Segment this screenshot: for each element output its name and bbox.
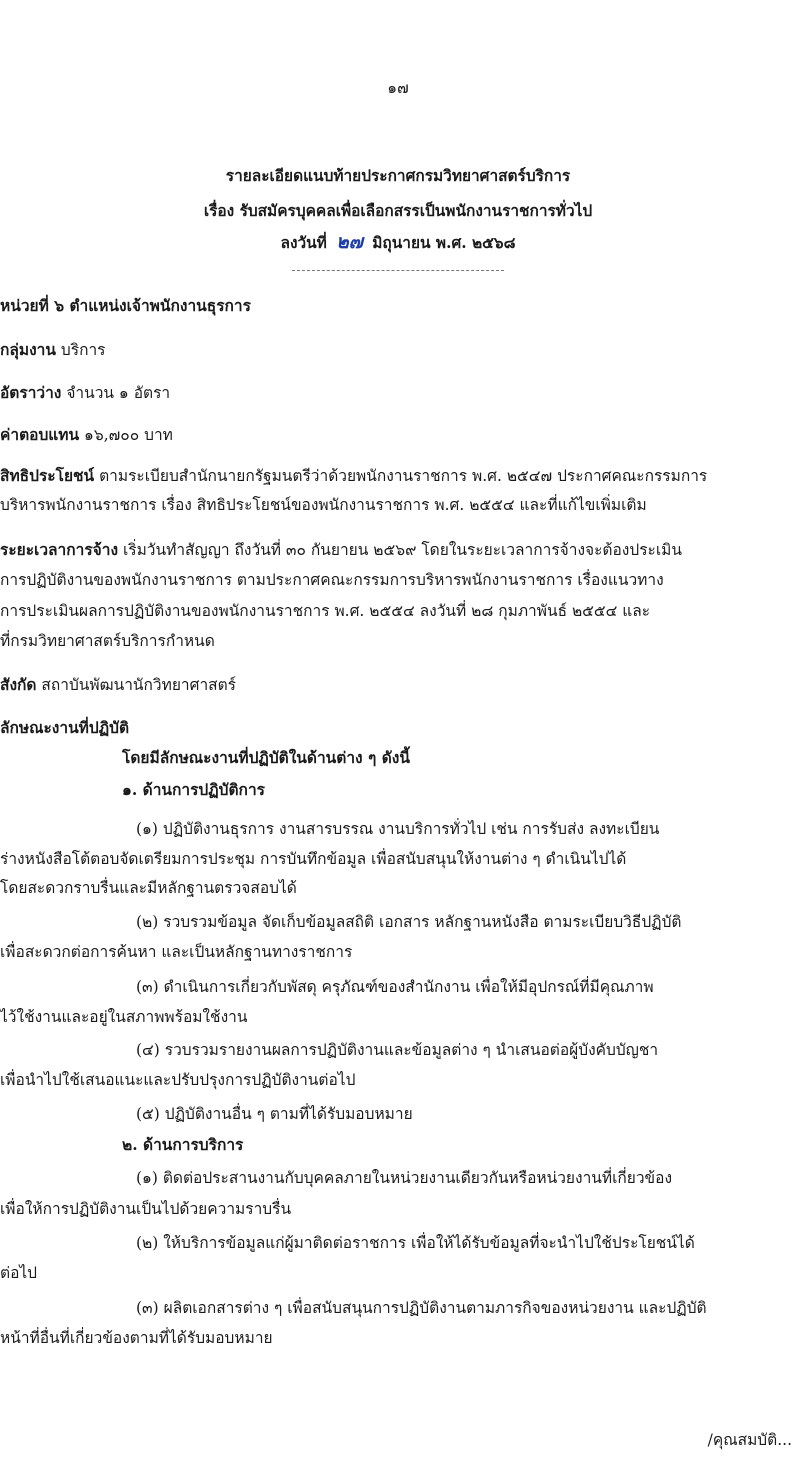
pay-value: ๑๖,๗๐๐ บาท (84, 426, 173, 444)
benefits-line2: บริหารพนักงานราชการ เรื่อง สิทธิประโยชน์ของพนักงานราชการ พ.ศ. ๒๕๕๔ และที่แก้ไขเพิ่มเติม (0, 496, 647, 514)
group-value: บริการ (60, 341, 106, 359)
s1-item3-line1: (๓) ดำเนินการเกี่ยวกับพัสดุ ครุภัณฑ์ของสำนักงาน เพื่อให้มีอุปกรณ์ที่มีคุณภาพ (136, 978, 654, 996)
s2-item3-line1: (๓) ผลิตเอกสารต่าง ๆ เพื่อสนับสนุนการปฏิบัติงานตามภารกิจของหน่วยงาน และปฏิบัติ (136, 1299, 707, 1317)
s1-item5: (๕) ปฏิบัติงานอื่น ๆ ตามที่ได้รับมอบหมาย (136, 1105, 413, 1123)
header-date-line (0, 232, 796, 253)
duration-line3: การประเมินผลการปฏิบัติงานของพนักงานราชการ พ.ศ. ๒๕๕๔ ลงวันที่ ๒๘ กุมภาพันธ์ ๒๕๕๔ และ (0, 602, 651, 620)
s1-item1-line3: โดยสะดวกราบรื่นและมีหลักฐานตรวจสอบได้ (0, 879, 297, 897)
header-title-line2: เรื่อง รับสมัครบุคคลเพื่อเลือกสรรเป็นพนักงานราชการทั่วไป (203, 201, 593, 220)
affiliation-value: สถาบันพัฒนานักวิทยาศาสตร์ (41, 676, 237, 694)
date-suffix: มิถุนายน พ.ศ. ๒๕๖๘ (372, 233, 516, 252)
s2-item2-line1: (๒) ให้บริการข้อมูลแก่ผู้มาติดต่อราชการ เพื่อให้ได้รับข้อมูลที่จะนำไปใช้ประโยชน์ได้ (136, 1234, 695, 1252)
vacancy-value: จำนวน ๑ อัตรา (66, 384, 171, 402)
group-label: กลุ่มงาน (0, 340, 56, 359)
duration-text1: เริ่มวันทำสัญญา ถึงวันที่ ๓๐ กันยายน ๒๕๖๙ โดยในระยะเวลาการจ้างจะต้องประเมิน (122, 541, 682, 559)
date-day-handwritten: ๒๗ (336, 231, 363, 253)
affiliation-label: สังกัด (0, 675, 37, 694)
s2-item1-line1: (๑) ติดต่อประสานงานกับบุคคลภายในหน่วยงานเดียวกันหรือหน่วยงานที่เกี่ยวข้อง (136, 1169, 673, 1187)
benefits-line1 (0, 466, 707, 486)
nature-intro: โดยมีลักษณะงานที่ปฏิบัติในด้านต่าง ๆ ดังนี้ (122, 748, 410, 767)
vacancy-line (0, 383, 170, 403)
header-title-line1: รายละเอียดแนบท้ายประกาศกรมวิทยาศาสตร์บริการ (225, 166, 571, 185)
page-number: ๑๗ (387, 79, 409, 97)
duration-line1 (0, 540, 682, 560)
duration-label: ระยะเวลาการจ้าง (0, 540, 119, 559)
s2-item3-line2: หน้าที่อื่นที่เกี่ยวข้องตามที่ได้รับมอบหมาย (0, 1329, 273, 1347)
section1-title: ๑. ด้านการปฏิบัติการ (122, 780, 265, 799)
duration-line4: ที่กรมวิทยาศาสตร์บริการกำหนด (0, 632, 215, 650)
duration-line2: การปฏิบัติงานของพนักงานราชการ ตามประกาศคณะกรรมการบริหารพนักงานราชการ เรื่องแนวทาง (0, 571, 664, 589)
pay-label: ค่าตอบแทน (0, 425, 80, 444)
group-line (0, 340, 105, 360)
s1-item2-line2: เพื่อสะดวกต่อการค้นหา และเป็นหลักฐานทางราชการ (0, 943, 353, 961)
section2-title: ๒. ด้านการบริการ (122, 1135, 244, 1154)
header-divider (292, 270, 504, 271)
date-prefix: ลงวันที่ (280, 233, 327, 252)
s1-item1-line2: ร่างหนังสือโต้ตอบจัดเตรียมการประชุม การบันทึกข้อมูล เพื่อสนับสนุนให้งานต่าง ๆ ดำเนินไปได้ (0, 850, 627, 868)
benefits-label: สิทธิประโยชน์ (0, 466, 95, 485)
vacancy-label: อัตราว่าง (0, 383, 62, 402)
nature-label: ลักษณะงานที่ปฏิบัติ (0, 718, 130, 737)
pay-line (0, 425, 173, 445)
affiliation-line (0, 675, 236, 695)
s1-item2-line1: (๒) รวบรวมข้อมูล จัดเก็บข้อมูลสถิติ เอกสาร หลักฐานหนังสือ ตามระเบียบวิธีปฏิบัติ (136, 913, 682, 931)
continuation-marker: /คุณสมบัติ... (707, 1431, 792, 1449)
s1-item1-line1: (๑) ปฏิบัติงานธุรการ งานสารบรรณ งานบริการทั่วไป เช่น การรับส่ง ลงทะเบียน (136, 820, 660, 838)
unit-line: หน่วยที่ ๖ ตำแหน่งเจ้าพนักงานธุรการ (0, 296, 251, 315)
benefits-text1: ตามระเบียบสำนักนายกรัฐมนตรีว่าด้วยพนักงานราชการ พ.ศ. ๒๕๔๗ ประกาศคณะกรรมการ (99, 467, 708, 485)
s2-item1-line2: เพื่อให้การปฏิบัติงานเป็นไปด้วยความราบรื่น (0, 1200, 292, 1218)
s1-item3-line2: ไว้ใช้งานและอยู่ในสภาพพร้อมใช้งาน (0, 1008, 248, 1026)
s1-item4-line2: เพื่อนำไปใช้เสนอแนะและปรับปรุงการปฏิบัติงานต่อไป (0, 1071, 356, 1089)
s2-item2-line2: ต่อไป (0, 1264, 38, 1282)
s1-item4-line1: (๔) รวบรวมรายงานผลการปฏิบัติงานและข้อมูลต่าง ๆ นำเสนอต่อผู้บังคับบัญชา (136, 1041, 659, 1059)
